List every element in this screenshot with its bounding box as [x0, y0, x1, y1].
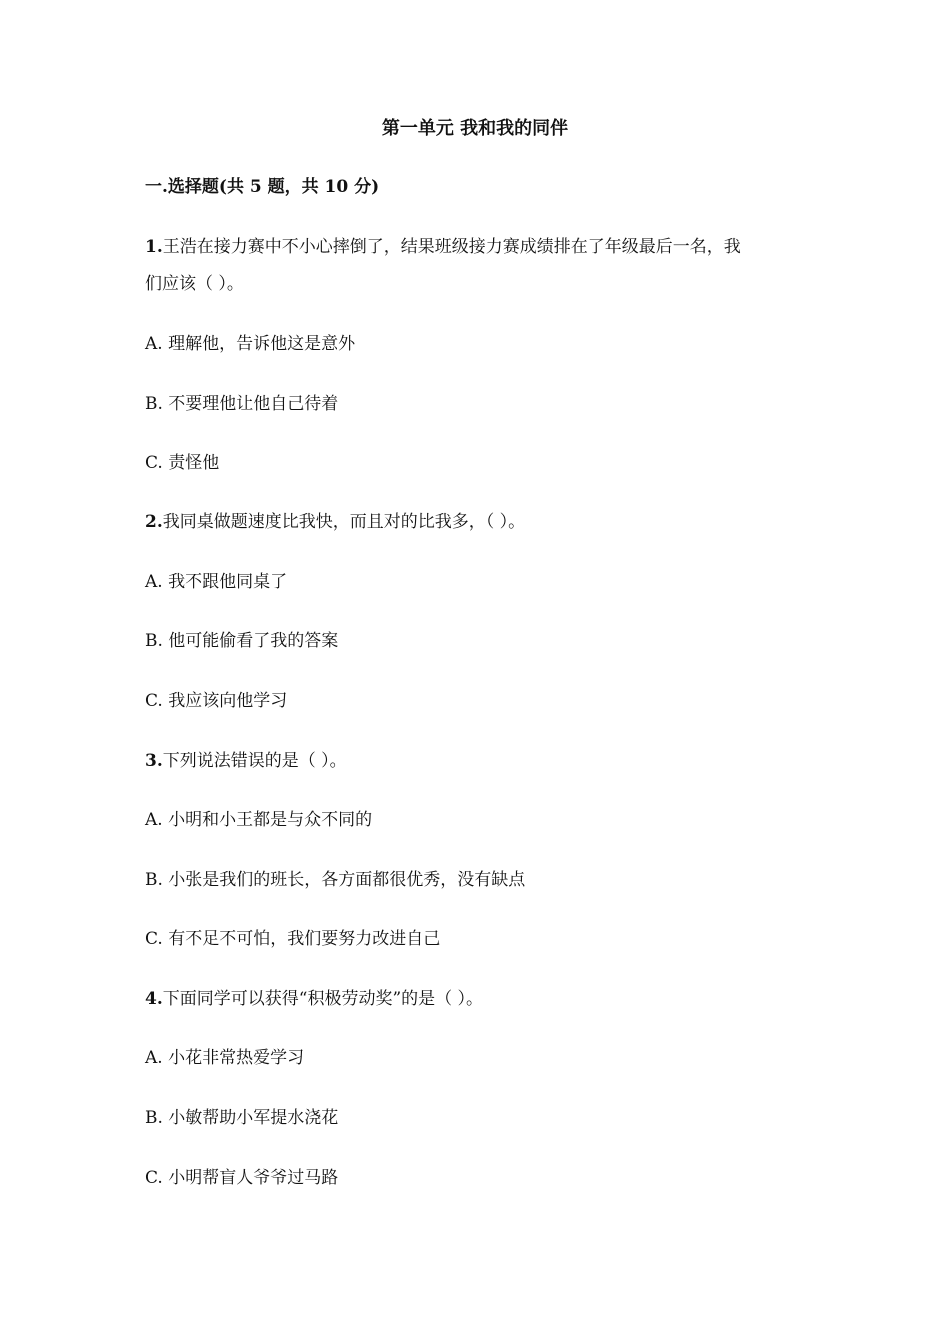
question-1-option-b: B. 不要理他让他自己待着: [145, 394, 339, 414]
question-1-option-c: C. 责怪他: [145, 453, 220, 473]
question-2-stem: [145, 510, 825, 534]
question-3-option-a: A. 小明和小王都是与众不同的: [145, 810, 373, 830]
question-text: 下列说法错误的是（ ）。: [162, 751, 347, 771]
question-1-option-a: A. 理解他，告诉他这是意外: [145, 334, 356, 354]
question-1-stem: [145, 235, 825, 259]
question-text: 王浩在接力赛中不小心摔倒了，结果班级接力赛成绩排在了年级最后一名，我: [162, 237, 741, 257]
question-4-option-b: B. 小敏帮助小军提水浇花: [145, 1108, 339, 1128]
question-2-option-a: A. 我不跟他同桌了: [145, 572, 288, 592]
question-3-option-b: B. 小张是我们的班长，各方面都很优秀，没有缺点: [145, 870, 526, 890]
page-title: 第一单元 我和我的同伴: [381, 118, 569, 139]
question-4-option-a: A. 小花非常热爱学习: [145, 1048, 305, 1068]
question-2-option-b: B. 他可能偷看了我的答案: [145, 631, 339, 651]
question-number: 2.: [145, 512, 163, 532]
question-text: 下面同学可以获得“积极劳动奖”的是（ ）。: [162, 989, 484, 1009]
question-number: 1.: [145, 237, 163, 257]
question-3-option-c: C. 有不足不可怕，我们要努力改进自己: [145, 929, 441, 949]
question-text: 我同桌做题速度比我快，而且对的比我多，（ ）。: [162, 512, 526, 532]
question-number: 3.: [145, 751, 163, 771]
question-4-stem: [145, 987, 825, 1011]
question-3-stem: [145, 749, 825, 773]
section-heading: 一.选择题(共 5 题，共 10 分): [145, 177, 380, 197]
question-2-option-c: C. 我应该向他学习: [145, 691, 288, 711]
question-number: 4.: [145, 989, 163, 1009]
question-1-stem-continued: 们应该（ ）。: [145, 274, 244, 294]
question-4-option-c: C. 小明帮盲人爷爷过马路: [145, 1168, 339, 1188]
